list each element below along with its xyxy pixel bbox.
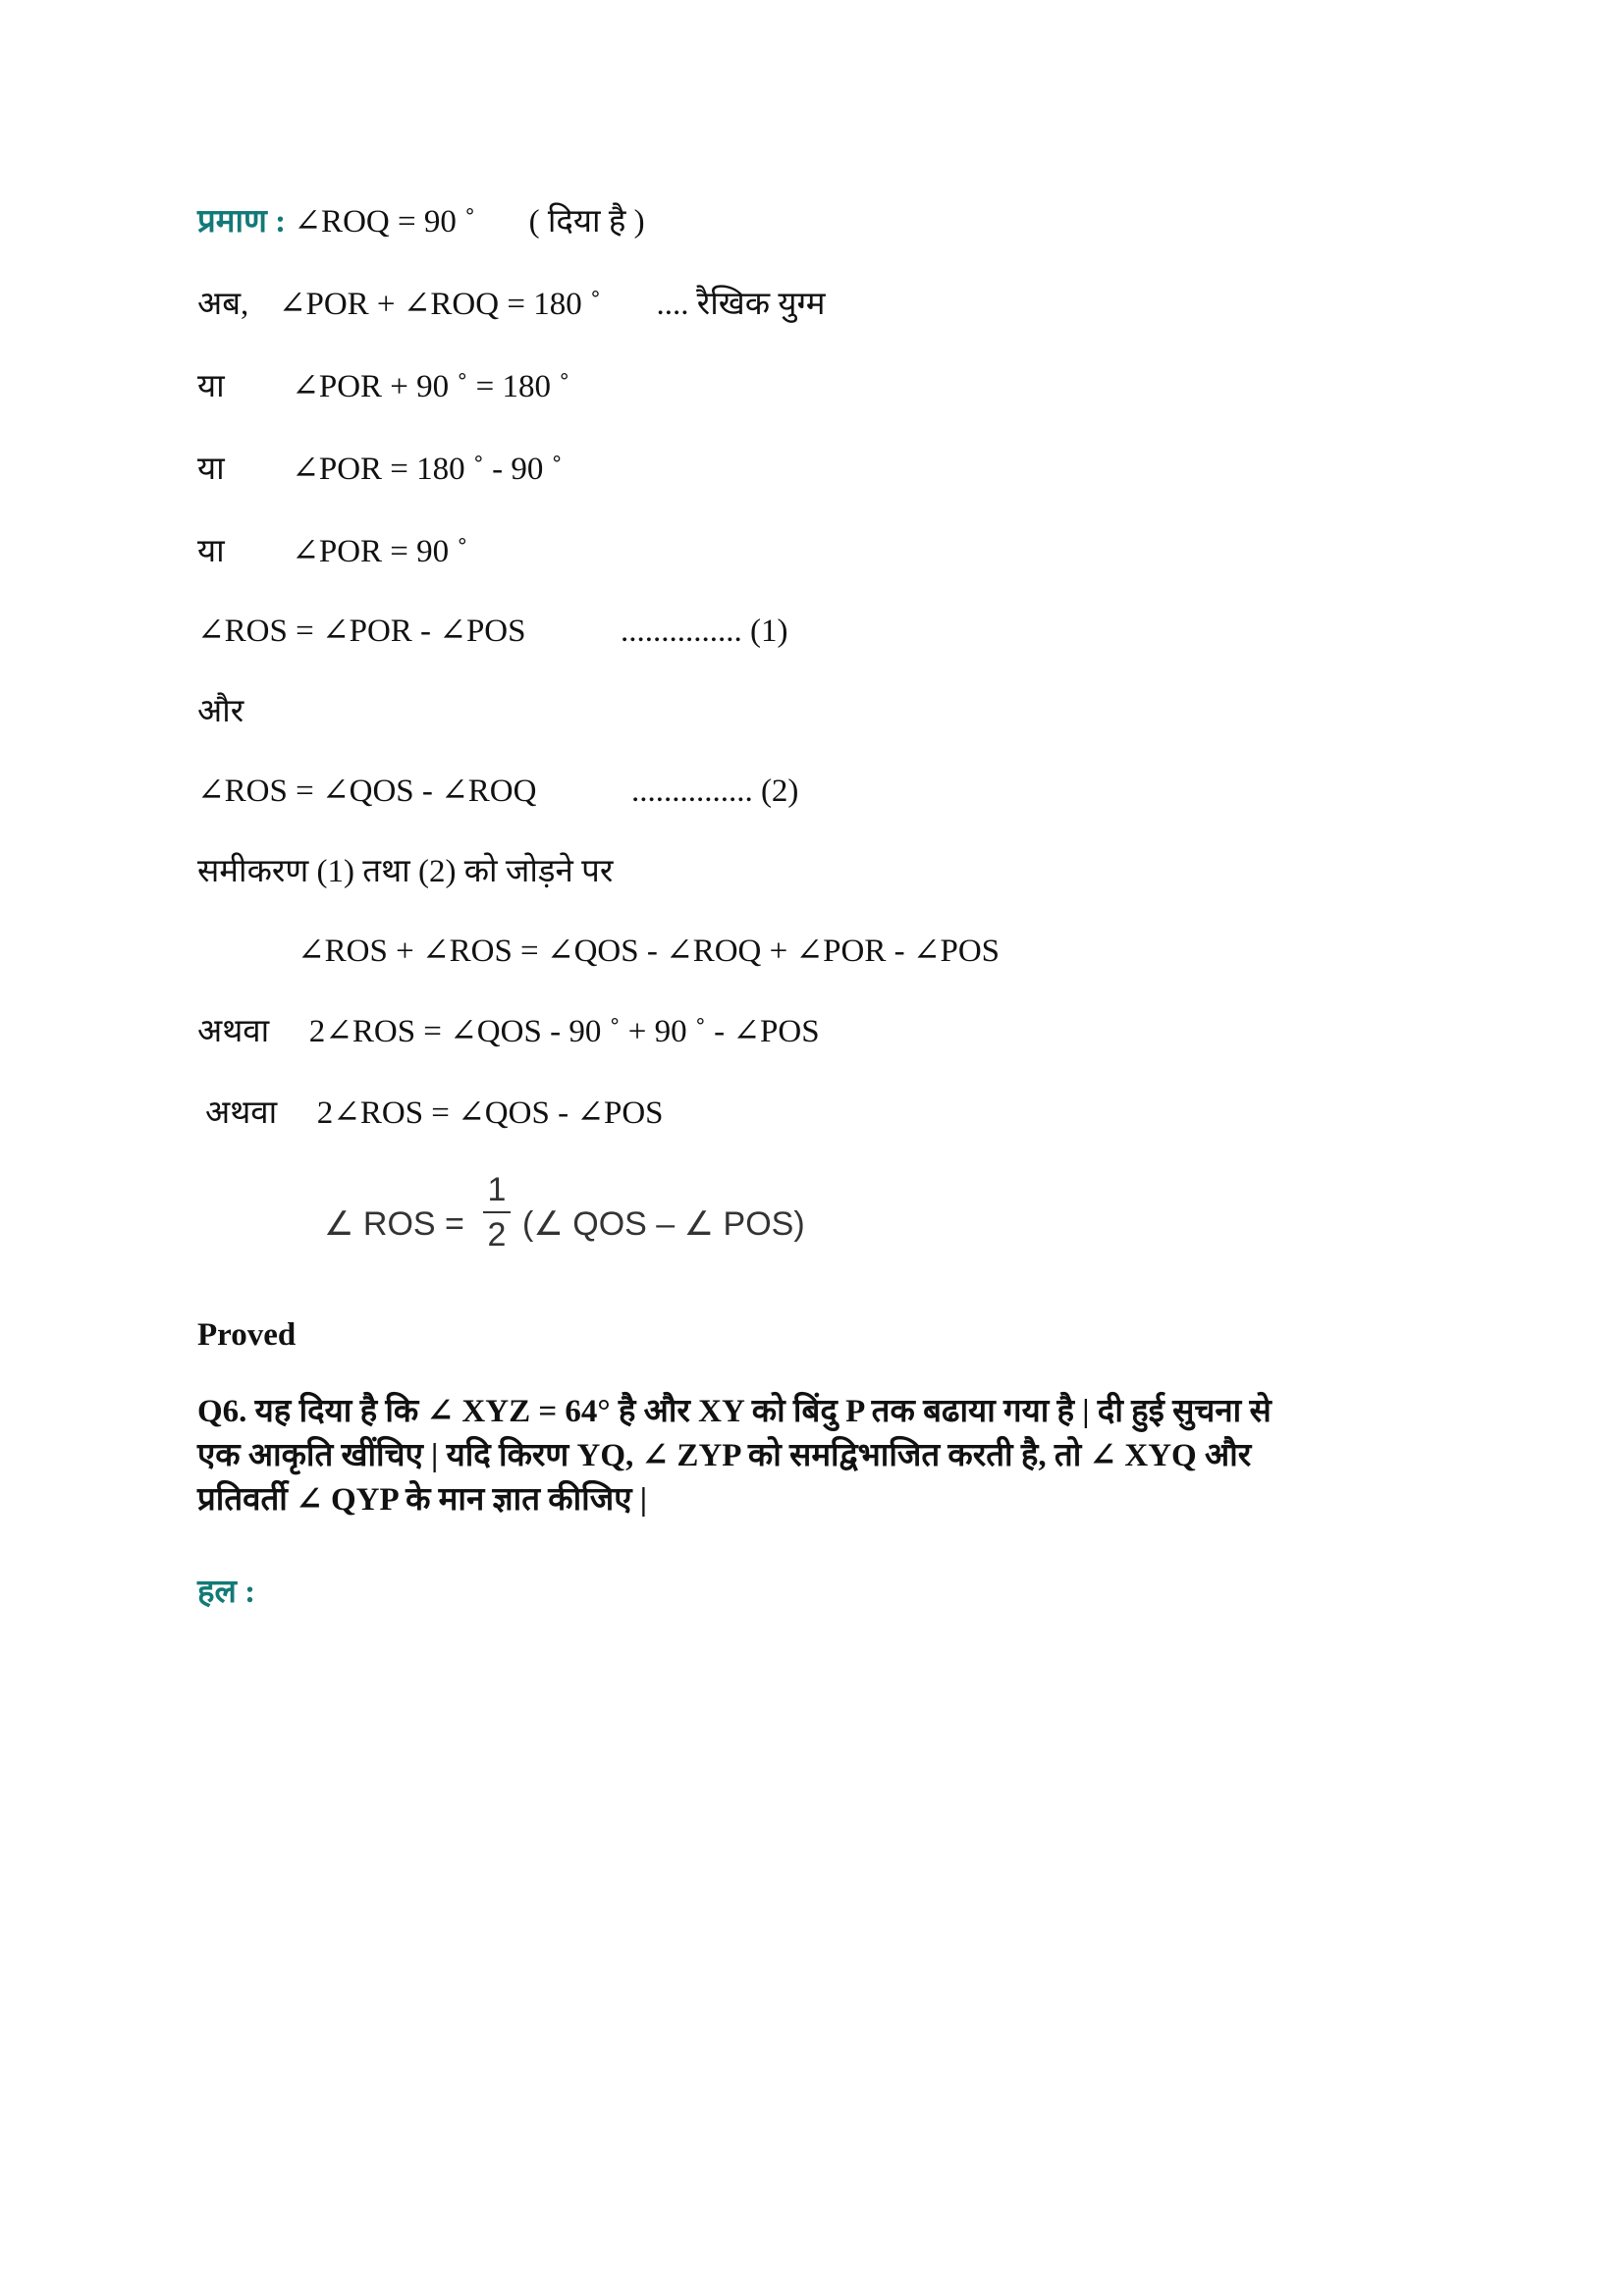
given-note: ( दिया है ) — [528, 204, 645, 240]
equation-line — [197, 367, 569, 406]
question-q6 — [197, 1390, 1434, 1522]
equation-ref: ............... (2) — [630, 774, 799, 809]
equation: ∠ROS = ∠QOS - ∠ROQ — [197, 774, 537, 809]
equation: 2∠ROS = ∠QOS - ∠POS — [316, 1095, 664, 1131]
equation-ref: ............... (1) — [620, 614, 788, 649]
equation-line — [197, 1012, 820, 1051]
fraction — [481, 1170, 513, 1255]
fraction-numerator: 1 — [487, 1171, 507, 1208]
equation-line — [205, 1094, 664, 1133]
equation: ∠ROS + ∠ROS = ∠QOS - ∠ROQ + ∠POR - ∠POS — [298, 934, 1001, 969]
equation: ∠POR = 180 ˚ - 90 ˚ — [292, 452, 563, 487]
instruction-text: समीकरण (1) तथा (2) को जोड़ने पर — [197, 854, 614, 889]
line-prefix: अब, — [197, 287, 249, 322]
equation-line — [197, 450, 563, 489]
equation: ∠POR + ∠ROQ = 180 ˚ — [278, 287, 601, 322]
line-prefix: या — [197, 534, 225, 569]
equation-line — [197, 612, 787, 651]
fraction-denominator: 2 — [487, 1216, 507, 1254]
proof-line — [197, 202, 645, 241]
equation-line — [197, 532, 467, 571]
line-prefix: या — [197, 452, 225, 487]
text-line — [197, 692, 243, 731]
question-line: एक आकृति खींचिए | यदि किरण YQ, ∠ ZYP को समद्विभाजित करती है, तो ∠ XYQ और — [197, 1438, 1252, 1473]
formula-lhs: ∠ ROS = — [324, 1205, 464, 1243]
proof-label: प्रमाण : — [197, 204, 287, 240]
formula-rhs: (∠ QOS – ∠ POS) — [522, 1205, 805, 1243]
equation: ∠ROS = ∠POR - ∠POS — [197, 614, 526, 649]
linear-pair-line — [197, 285, 825, 324]
equation-line — [298, 932, 1000, 971]
equation: ∠POR + 90 ˚ = 180 ˚ — [292, 369, 570, 404]
line-prefix: अथवा — [197, 1014, 270, 1049]
question-line: Q6. यह दिया है कि ∠ XYZ = 64° है और XY को बिंदु P तक बढाया गया है | दी हुई सुचना से — [197, 1394, 1271, 1429]
line-prefix: या — [197, 369, 225, 404]
equation-line — [197, 772, 798, 811]
fraction-bar — [483, 1211, 511, 1213]
proved-label: Proved — [197, 1317, 297, 1353]
question-line: प्रतिवर्ती ∠ QYP के मान ज्ञात कीजिए | — [197, 1482, 647, 1518]
equation: 2∠ROS = ∠QOS - 90 ˚ + 90 ˚ - ∠POS — [308, 1014, 820, 1049]
equation: ∠POR = 90 ˚ — [292, 534, 468, 569]
connector-text: और — [197, 694, 244, 729]
line-prefix: अथवा — [205, 1095, 278, 1131]
solution-label: हल : — [197, 1575, 256, 1610]
equation-note: .... रैखिक युग्म — [656, 287, 826, 322]
text-line — [197, 852, 613, 891]
given-equation: ∠ROQ = 90 ˚ — [294, 204, 476, 240]
